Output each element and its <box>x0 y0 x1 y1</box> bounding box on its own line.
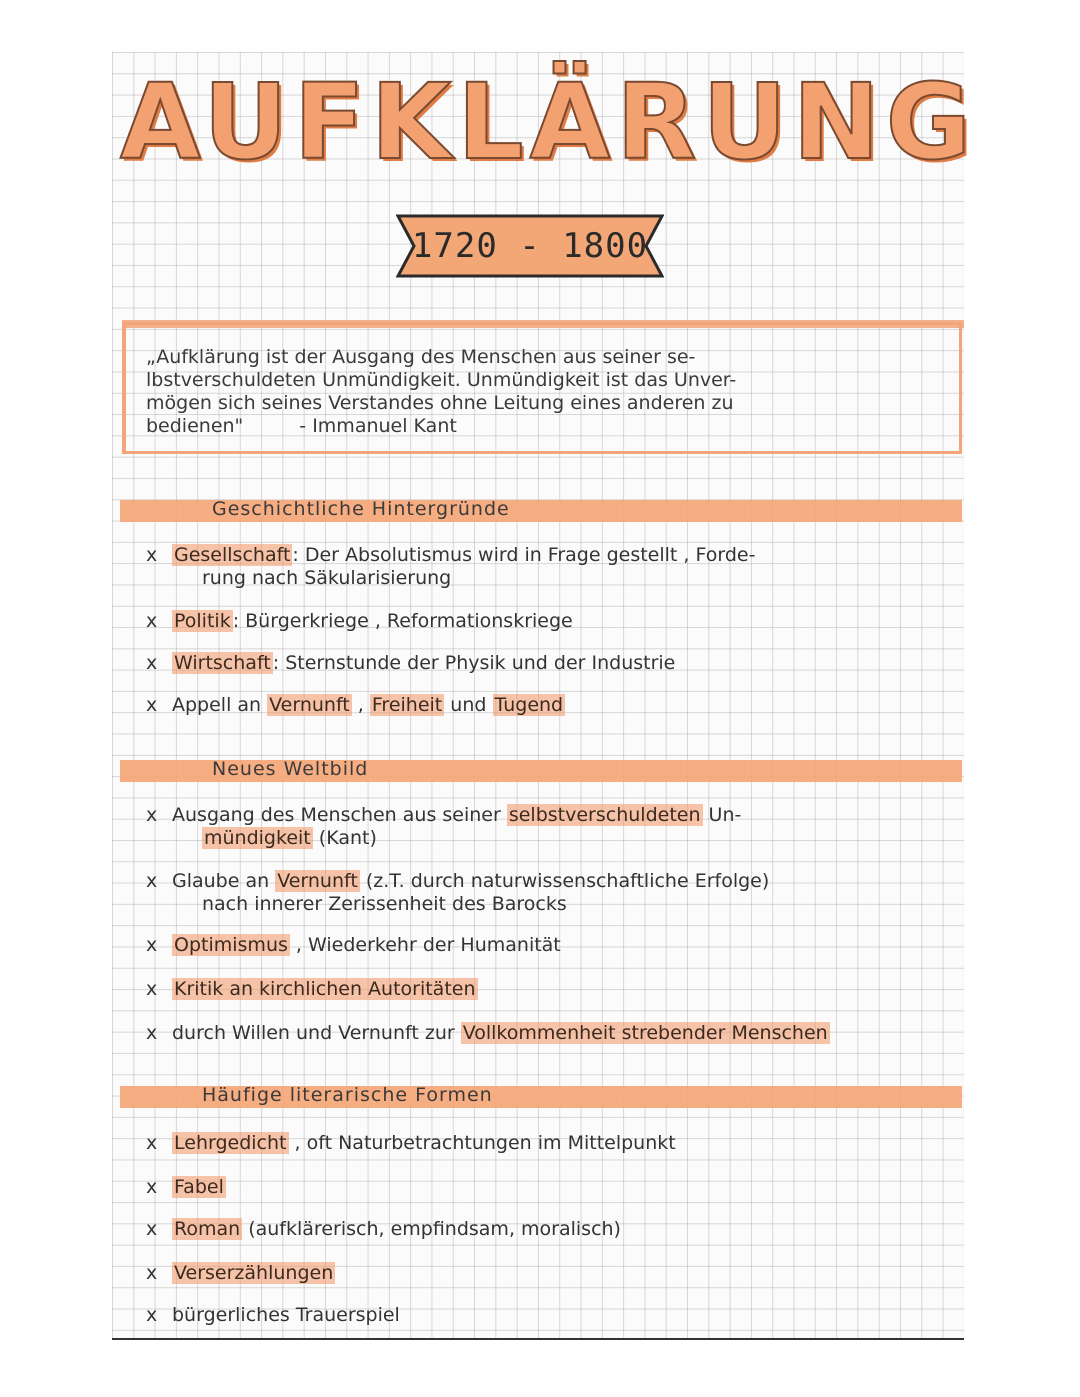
highlight: Vollkommenheit strebender Menschen <box>462 1022 828 1044</box>
bullet-x: x <box>146 652 158 674</box>
list-item: x Ausgang des Menschen aus seiner selbstverschuldeten Un- mündigkeit (Kant) <box>146 804 962 850</box>
item-key: Politik <box>174 610 231 632</box>
highlight: Optimismus <box>174 934 288 956</box>
highlight: Verserzählungen <box>174 1262 334 1284</box>
page-bottom-line <box>112 1338 964 1340</box>
item-continuation: rung nach Säkularisierung <box>202 567 452 589</box>
list-item: x Politik : Bürgerkriege , Reformationskriege <box>146 610 573 632</box>
highlight: mündigkeit <box>204 827 311 849</box>
list-item: x Lehrgedicht , oft Naturbetrachtungen im Mittelpunkt <box>146 1132 676 1154</box>
section-title-history: Geschichtliche Hintergründe <box>212 498 510 520</box>
quote-text <box>146 346 946 438</box>
bullet-x: x <box>146 1132 158 1154</box>
bullet-x: x <box>146 1022 158 1044</box>
highlight: Lehrgedicht <box>174 1132 287 1154</box>
period-banner <box>396 212 664 280</box>
bullet-x: x <box>146 1176 158 1198</box>
list-item <box>146 978 962 1001</box>
item-key: Gesellschaft <box>174 544 291 566</box>
list-item <box>146 1262 962 1285</box>
list-item: x Glaube an Vernunft (z.T. durch naturwissenschaftliche Erfolge) nach innerer Zerissenheit des Barocks <box>146 870 962 916</box>
highlight: Freiheit <box>371 694 443 716</box>
item-continuation: mündigkeit (Kant) <box>204 827 377 849</box>
list-item: x Optimismus , Wiederkehr der Humanität <box>146 934 561 956</box>
list-item: x Wirtschaft : Sternstunde der Physik und der Industrie <box>146 652 676 674</box>
bullet-x: x <box>146 934 158 956</box>
highlight: Vernunft <box>277 870 358 892</box>
section-title-worldview: Neues Weltbild <box>212 758 369 780</box>
bullet-x: x <box>146 610 158 632</box>
list-item: x Gesellschaft : Der Absolutismus wird in Frage gestellt , Forde- rung nach Säkularisierung <box>146 544 962 590</box>
highlight: Roman <box>174 1218 241 1240</box>
quote-line: „Aufklärung ist der Ausgang des Menschen aus seiner se- <box>146 346 696 368</box>
highlight: Tugend <box>494 694 564 716</box>
bullet-x: x <box>146 1304 158 1326</box>
bullet-x: x <box>146 804 158 826</box>
bullet-x: x <box>146 870 158 892</box>
period-text: 1720 - 1800 <box>411 226 649 266</box>
quote-line: lbstverschuldeten Unmündigkeit. Unmündigkeit ist das Unver- <box>146 369 737 391</box>
item-key: Wirtschaft <box>174 652 271 674</box>
list-item: x durch Willen und Vernunft zur Vollkommenheit strebender Menschen <box>146 1022 828 1044</box>
list-item <box>146 1176 962 1199</box>
list-item: x Appell an Vernunft , Freiheit und Tugend <box>146 694 564 716</box>
highlight: Vernunft <box>269 694 350 716</box>
bullet-x: x <box>146 694 158 716</box>
quote-line <box>146 415 946 438</box>
bullet-x: x <box>146 1262 158 1284</box>
bullet-x: x <box>146 544 158 566</box>
list-item: x bürgerliches Trauerspiel <box>146 1304 400 1326</box>
highlight: Kritik an kirchlichen Autoritäten <box>174 978 476 1000</box>
list-item: x Roman (aufklärerisch, empfindsam, moralisch) <box>146 1218 621 1240</box>
item-continuation: nach innerer Zerissenheit des Barocks <box>202 893 567 915</box>
page-title: AUFKLÄRUNG <box>120 61 978 183</box>
quote-line-end: bedienen" <box>146 415 244 437</box>
highlight: Fabel <box>174 1176 224 1198</box>
highlight: selbstverschuldeten <box>508 804 701 826</box>
quote-author: - Immanuel Kant <box>299 415 457 437</box>
bullet-x: x <box>146 1218 158 1240</box>
section-title-forms: Häufige literarische Formen <box>202 1084 493 1106</box>
quote-line: mögen sich seines Verstandes ohne Leitung eines anderen zu <box>146 392 734 414</box>
bullet-x: x <box>146 978 158 1000</box>
